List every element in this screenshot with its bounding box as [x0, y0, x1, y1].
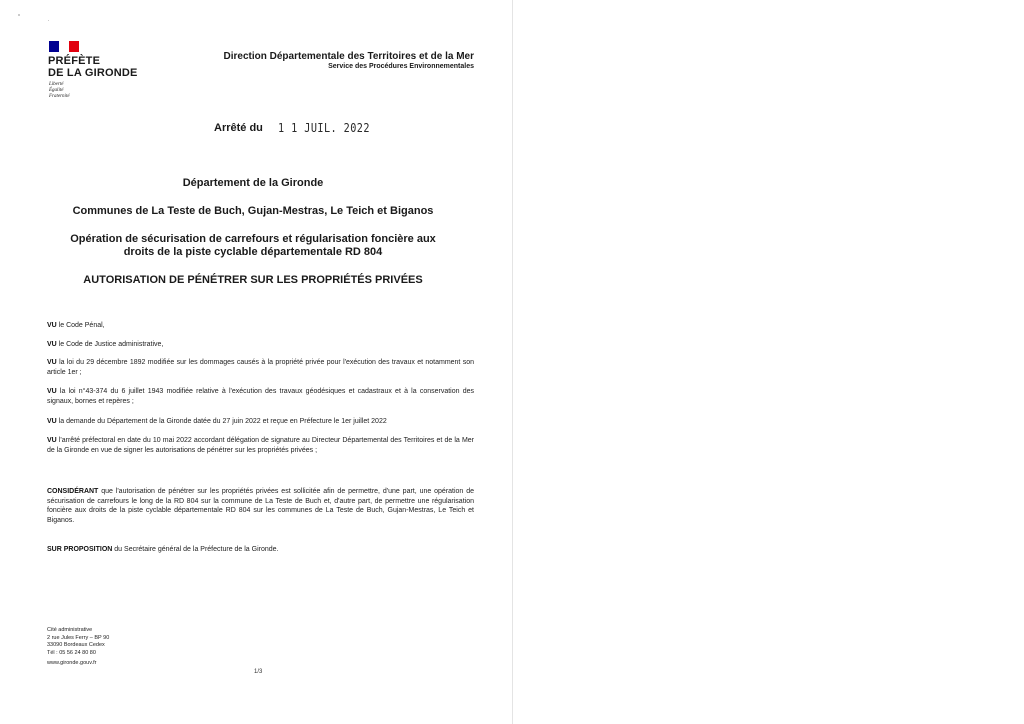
page-number: 1/3: [254, 669, 263, 675]
header-direction: Direction Départementale des Territoires et de la Mer: [223, 51, 474, 62]
header-service: Service des Procédures Environnementales: [328, 63, 474, 70]
footer-address: [47, 627, 109, 668]
title-departement: Département de la Gironde: [182, 177, 324, 189]
paragraph-text: l'arrêté préfectoral en date du 10 mai 2022 accordant délégation de signature au Directeur Départemental des Territoires et de la Mer de la Gironde en vue de signer les autorisations de pénétrer sur les propriétés privées ;: [47, 437, 474, 454]
paragraph-text: la loi n°43-374 du 6 juillet 1943 modifiée relative à l'exécution des travaux géodésiques et cadastraux et à la conservation des signaux, bornes et repères ;: [47, 388, 474, 405]
paragraph-text: le Code de Justice administrative,: [56, 341, 164, 348]
document-page: [0, 0, 511, 724]
motto-liberte: Liberté: [49, 82, 64, 87]
paragraph: [47, 545, 474, 555]
paragraph-text: la demande du Département de la Gironde datée du 27 juin 2022 et reçue en Préfecture le 1er juillet 2022: [56, 418, 387, 425]
paragraph-lead: VU: [47, 359, 57, 366]
marianne-flag-icon: [49, 41, 79, 52]
paragraph: [47, 387, 474, 406]
paragraph-lead: VU: [47, 322, 57, 329]
paragraph: [47, 487, 474, 525]
paragraph: [47, 340, 474, 350]
scan-speck: [18, 14, 20, 16]
footer-website: www.gironde.gouv.fr: [47, 660, 97, 666]
paragraph-lead: VU: [47, 418, 57, 425]
blank-page: [512, 0, 1024, 724]
paragraph: [47, 358, 474, 377]
paragraph-text: du Secrétaire général de la Préfecture de la Gironde.: [112, 546, 279, 553]
arrete-label: Arrêté du: [214, 122, 263, 134]
title-autorisation: AUTORISATION DE PÉNÉTRER SUR LES PROPRIÉTÉS PRIVÉES: [83, 274, 423, 286]
title-communes: Communes de La Teste de Buch, Gujan-Mestras, Le Teich et Biganos: [72, 205, 434, 217]
motto-fraternite: Fraternité: [49, 94, 70, 99]
logo-title-line2: DE LA GIRONDE: [48, 67, 138, 79]
paragraph-text: la loi du 29 décembre 1892 modifiée sur les dommages causés à la propriété privée pour l'exécution des travaux et notamment son article 1er ;: [47, 359, 474, 376]
scan-speck: [48, 20, 49, 21]
paragraph-lead: VU: [47, 341, 57, 348]
paragraph-lead: VU: [47, 388, 57, 395]
footer-line: Tél : 05 56 24 80 80: [47, 649, 96, 656]
paragraph: [47, 417, 474, 427]
title-operation-line2: droits de la piste cyclable départementale RD 804: [123, 246, 383, 258]
footer-line: Cité administrative: [47, 627, 93, 633]
paragraph-lead: CONSIDÉRANT: [47, 488, 99, 495]
title-operation-line1: Opération de sécurisation de carrefours et régularisation foncière aux: [70, 233, 436, 245]
paragraph-text: le Code Pénal,: [56, 322, 105, 329]
arrete-date-stamp: 1 1 JUIL. 2022: [278, 121, 370, 135]
paragraph-lead: VU: [47, 437, 57, 444]
paragraph-text: que l'autorisation de pénétrer sur les propriétés privées est sollicitée afin de permettre, d'une part, une opération de sécurisation de carrefours le long de la RD 804 sur la commune de La Teste de Buch et, d'autre part, de permettre une régularisation foncière aux droits de la piste cyclable départementale RD 804 sur les communes de La Teste de Buch, Gujan-Mestras, Le Teich et Biganos.: [47, 488, 474, 524]
title-operation: [40, 233, 466, 259]
paragraph-lead: SUR PROPOSITION: [47, 546, 113, 553]
logo-title-line1: PRÉFÈTE: [48, 55, 101, 67]
paragraph: [47, 436, 474, 455]
footer-line: 33090 Bordeaux Cedex: [47, 642, 105, 648]
paragraph: [47, 321, 474, 331]
motto-egalite: Égalité: [49, 88, 64, 93]
footer-line: 2 rue Jules Ferry – BP 90: [47, 634, 110, 641]
